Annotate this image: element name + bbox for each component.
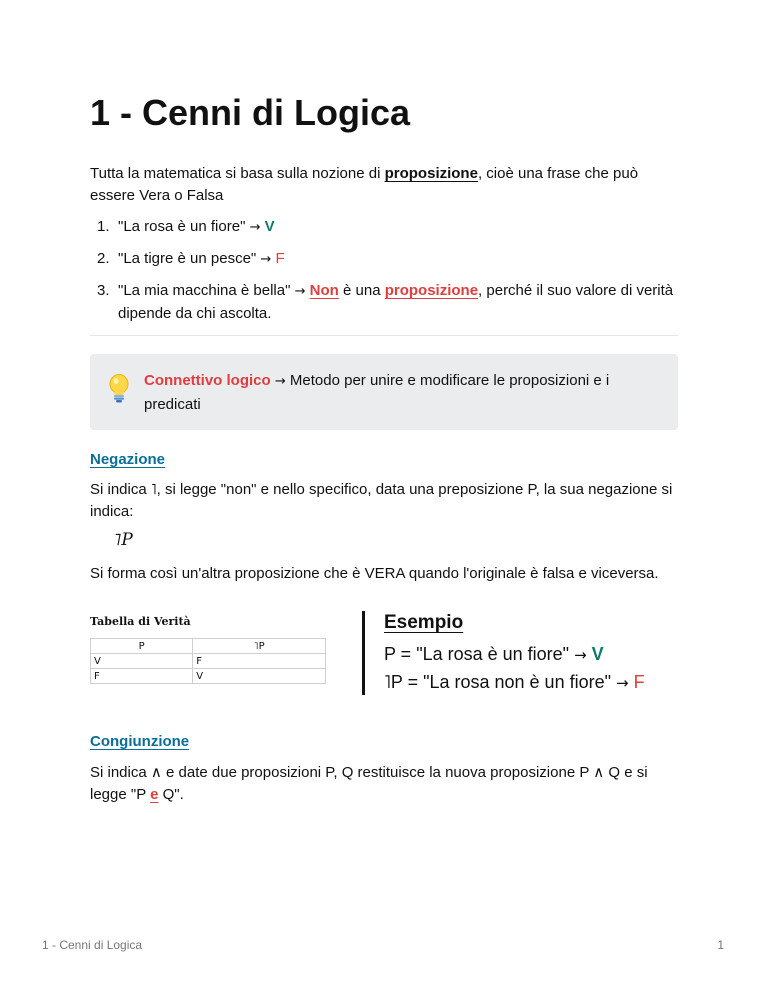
lightbulb-icon xyxy=(108,374,130,404)
conjunction-keyword: e xyxy=(150,786,159,803)
page-number: 1 xyxy=(717,938,724,952)
table-header-cell: ˥P xyxy=(193,639,326,654)
example-line-2 xyxy=(384,668,645,697)
negation-note: Si forma così un'altra proposizione che è VERA quando l'originale è falsa e viceversa. xyxy=(90,565,659,582)
truth-value-true: V xyxy=(264,218,275,235)
list-text: "La rosa è un fiore" xyxy=(118,218,246,235)
example-list xyxy=(90,216,708,334)
list-text: "La tigre è un pesce" xyxy=(118,250,257,267)
negation-formula: ˥P xyxy=(113,530,133,550)
table-header-cell: P xyxy=(91,639,193,654)
table-cell: F xyxy=(193,654,326,669)
truth-value-false: F xyxy=(633,672,645,692)
list-number: 2. xyxy=(97,250,110,267)
list-text: "La mia macchina è bella" xyxy=(118,282,291,299)
table-header-row xyxy=(91,639,326,654)
truth-table-caption: Tabella di Verità xyxy=(90,615,191,628)
truth-table-block xyxy=(90,615,330,684)
table-row xyxy=(91,669,326,684)
example-line-1 xyxy=(384,640,604,669)
callout-term: Connettivo logico xyxy=(144,372,271,389)
example-statement: P = "La rosa è un fiore" xyxy=(384,644,570,664)
arrow-icon: → xyxy=(274,374,286,389)
callout-definition: Metodo per unire e modificare le proposizioni e i predicati xyxy=(144,372,610,413)
arrow-icon: → xyxy=(616,674,629,692)
arrow-icon: → xyxy=(294,284,306,299)
arrow-icon: → xyxy=(260,252,272,267)
list-number: 1. xyxy=(97,218,110,235)
divider xyxy=(90,335,678,336)
arrow-icon: → xyxy=(574,646,587,664)
list-number: 3. xyxy=(97,282,110,299)
conjunction-text-after: Q". xyxy=(158,786,184,803)
intro-text-before: Tutta la matematica si basa sulla nozione di xyxy=(90,165,385,182)
list-item xyxy=(97,280,708,325)
intro-keyword: proposizione xyxy=(384,165,478,182)
table-cell: V xyxy=(91,654,193,669)
table-cell: F xyxy=(91,669,193,684)
list-text-mid: è una xyxy=(338,282,385,299)
non-keyword: Non xyxy=(309,282,339,299)
callout-box xyxy=(90,354,678,430)
intro-text-after: , cioè una frase che può essere Vera o Falsa xyxy=(90,165,639,204)
section-heading-conjunction: Congiunzione xyxy=(90,733,190,750)
truth-table xyxy=(90,638,326,684)
section-heading-negation: Negazione xyxy=(90,451,166,468)
page-title: 1 - Cenni di Logica xyxy=(90,92,411,133)
list-item xyxy=(97,216,708,239)
quote-bar xyxy=(362,611,365,695)
list-item xyxy=(97,248,708,271)
proposition-keyword: proposizione xyxy=(384,282,479,299)
table-cell: V xyxy=(193,669,326,684)
footer-title: 1 - Cenni di Logica xyxy=(42,938,143,952)
arrow-icon: → xyxy=(249,220,261,235)
conjunction-text-before: Si indica ∧ e date due proposizioni P, Q restituisce la nuova proposizione P ∧ Q e si legge "P xyxy=(90,764,648,803)
example-statement: ˥P = "La rosa non è un fiore" xyxy=(384,672,611,692)
conjunction-description xyxy=(90,762,680,806)
truth-value-false: F xyxy=(275,250,285,267)
negation-description: Si indica ˥, si legge "non" e nello specifico, data una preposizione P, la sua negazione si indica: xyxy=(90,481,673,520)
example-title: Esempio xyxy=(384,612,464,633)
callout-text xyxy=(144,369,654,416)
list-text-rest: , perché il suo valore di verità dipende da chi ascolta. xyxy=(118,282,674,322)
truth-value-true: V xyxy=(591,644,604,664)
table-row xyxy=(91,654,326,669)
intro-paragraph xyxy=(90,163,680,207)
